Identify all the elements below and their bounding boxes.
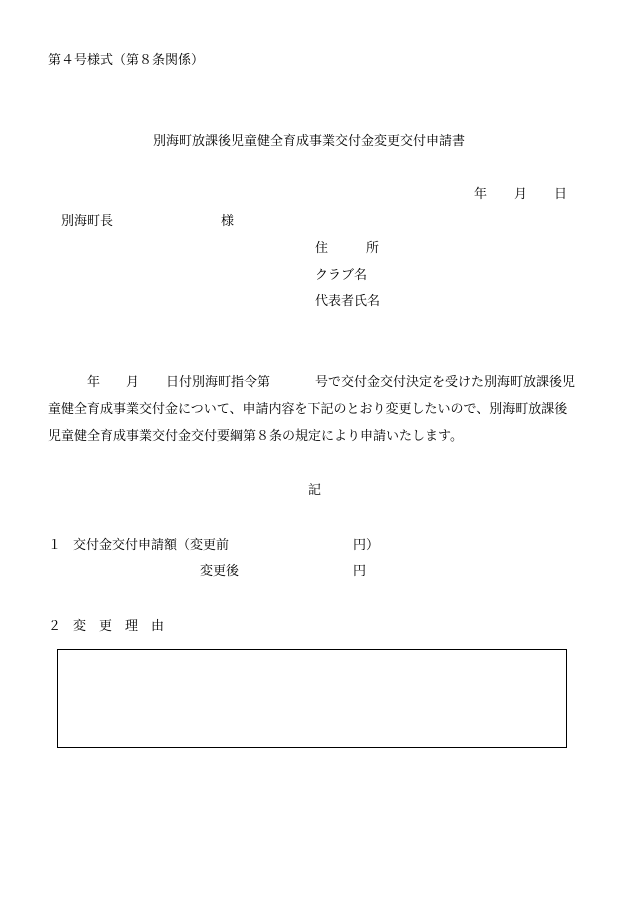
body-line2: 童健全育成事業交付金について、申請内容を下記のとおり変更したいので、別海町放課後	[48, 402, 568, 417]
club-name-label: クラブ名	[315, 268, 368, 283]
document-title: 別海町放課後児童健全育成事業交付金変更交付申請書	[153, 134, 466, 149]
item1-after-label: 変更後	[200, 564, 240, 579]
ki-heading: 記	[308, 483, 322, 498]
item2-label: 変 更 理 由	[73, 619, 165, 634]
body-line3: 児童健全育成事業交付金交付要綱第８条の規定により申請いたします。	[48, 429, 463, 444]
address-label-1: 住	[315, 241, 329, 256]
address-label-2: 所	[366, 241, 380, 256]
item1-after-unit: 円	[353, 564, 367, 579]
change-reason-box[interactable]	[57, 649, 567, 748]
date-month: 月	[514, 187, 528, 202]
body-line1-rest: 号で交付金交付決定を受けた別海町放課後児	[315, 375, 576, 390]
item1-label: 交付金交付申請額（変更前	[73, 538, 230, 553]
item1-before-unit: 円）	[353, 538, 380, 553]
body-month: 月	[126, 375, 140, 390]
body-day-directive: 日付別海町指令第	[166, 375, 271, 390]
form-number: 第４号様式（第８条関係）	[48, 53, 205, 68]
date-year: 年	[474, 187, 488, 202]
body-year: 年	[87, 375, 101, 390]
date-day: 日	[554, 187, 568, 202]
addressee-honorific: 様	[221, 214, 235, 229]
item2-number: ２	[48, 619, 62, 634]
representative-label: 代表者氏名	[315, 294, 381, 309]
item1-number: １	[48, 538, 62, 553]
addressee-name: 別海町長	[61, 214, 114, 229]
